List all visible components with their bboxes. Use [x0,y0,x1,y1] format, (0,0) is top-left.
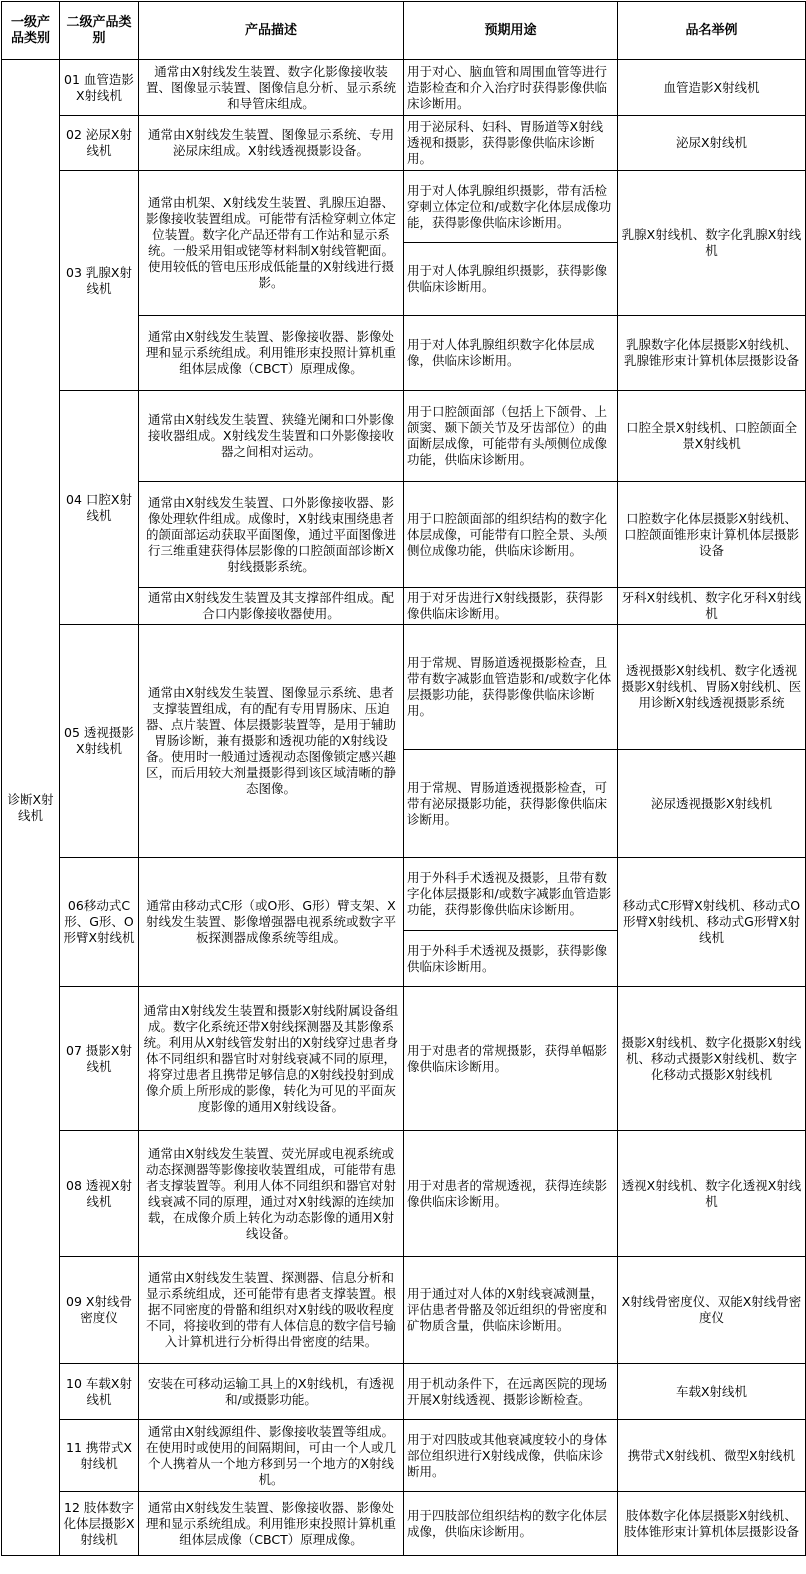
product-examples: 口腔全景X射线机、口腔颌面全景X射线机 [618,391,806,482]
header-level2: 二级产品类别 [60,2,139,60]
product-description: 通常由X射线发生装置、影像接收器、影像处理和显示系统组成。利用锥形束投照计算机重组体层成像（CBCT）原理成像。 [139,1492,404,1556]
table-row [2,116,806,171]
product-examples: 透视摄影X射线机、数字化透视摄影X射线机、胃肠X射线机、医用诊断X射线透视摄影系统 [618,625,806,750]
classification-table [1,1,806,1556]
intended-use: 用于口腔颌面部的组织结构的数字化体层成像，可能带有口腔全景、头颅侧位成像功能，供临床诊断用。 [404,482,618,588]
header-description: 产品描述 [139,2,404,60]
product-description: 通常由X射线发生装置、口外影像接收器、影像处理软件组成。成像时，X射线束围绕患者的颌面部运动获取平面图像，通过平面图像进行三维重建获得体层影像的口腔颌面部诊断X射线摄影系统。 [139,482,404,588]
product-description: 通常由X射线发生装置和摄影X射线附属设备组成。数字化系统还带X射线探测器及其影像系统。利用从X射线管发射出的X射线穿过患者身体不同组织和器官时对射线衰减不同的原理，将穿过患者且携带足够信息的X射线投射到成像介质上所形成的影像，转化为可见的平面灰度影像的通用X射线设备。 [139,987,404,1131]
intended-use: 用于外科手术透视及摄影，且带有数字化体层摄影和/或数字减影血管造影功能，获得影像供临床诊断用。 [404,858,618,931]
table-row [2,987,806,1131]
product-description: 安装在可移动运输工具上的X射线机，有透视和/或摄影功能。 [139,1364,404,1420]
intended-use: 用于对四肢或其他衰减度较小的身体部位组织进行X射线成像，供临床诊断用。 [404,1420,618,1492]
intended-use: 用于对患者的常规摄影，获得单幅影像供临床诊断用。 [404,987,618,1131]
intended-use: 用于通过对人体的X射线衰减测量，评估患者骨骼及邻近组织的骨密度和矿物质含量，供临床诊断用。 [404,1257,618,1364]
product-examples: 摄影X射线机、数字化摄影X射线机、移动式摄影X射线机、数字化移动式摄影X射线机 [618,987,806,1131]
intended-use: 用于常规、胃肠道透视摄影检查，且带有数字减影血管造影和/或数字化体层摄影功能，获得影像供临床诊断用。 [404,625,618,750]
level2-category: 01 血管造影X射线机 [60,60,139,116]
level2-category: 04 口腔X射线机 [60,391,139,625]
level2-category: 05 透视摄影X射线机 [60,625,139,858]
level2-category: 09 X射线骨密度仪 [60,1257,139,1364]
intended-use: 用于泌尿科、妇科、胃肠道等X射线透视和摄影，获得影像供临床诊断用。 [404,116,618,171]
intended-use: 用于对人体乳腺组织摄影，获得影像供临床诊断用。 [404,243,618,316]
header-intended-use: 预期用途 [404,2,618,60]
product-description: 通常由X射线发生装置、狭缝光阑和口外影像接收器组成。X射线发生装置和口外影像接收器之间相对运动。 [139,391,404,482]
intended-use: 用于常规、胃肠道透视摄影检查，可带有泌尿摄影功能，获得影像供临床诊断用。 [404,750,618,858]
level2-category: 06移动式C形、G形、O形臂X射线机 [60,858,139,987]
product-examples: 透视X射线机、数字化透视X射线机 [618,1131,806,1257]
table-row [2,60,806,116]
level1-category: 诊断X射线机 [2,60,60,1556]
header-level1: 一级产品类别 [2,2,60,60]
product-examples: 携带式X射线机、微型X射线机 [618,1420,806,1492]
header-examples: 品名举例 [618,2,806,60]
product-description: 通常由X射线发生装置、图像显示系统、患者支撑装置组成，有的配有专用胃肠床、压迫器、点片装置、体层摄影装置等，是用于辅助胃肠诊断，兼有摄影和透视功能的X射线设备。使用时一般通过透视动态图像锁定感兴趣区，而后用较大剂量摄影得到该区域清晰的静态图像。 [139,625,404,858]
intended-use: 用于对牙齿进行X射线摄影，获得影像供临床诊断用。 [404,588,618,625]
product-examples: 乳腺X射线机、数字化乳腺X射线机 [618,171,806,316]
product-examples: 牙科X射线机、数字化牙科X射线机 [618,588,806,625]
intended-use: 用于对人体乳腺组织数字化体层成像，供临床诊断用。 [404,316,618,391]
product-examples: 口腔数字化体层摄影X射线机、口腔颌面锥形束计算机体层摄影设备 [618,482,806,588]
intended-use: 用于口腔颌面部（包括上下颌骨、上颌窦、颞下颌关节及牙齿部位）的曲面断层成像，可能带有头颅侧位成像功能，供临床诊断用。 [404,391,618,482]
table-row [2,858,806,931]
table-row [2,625,806,750]
product-description: 通常由机架、X射线发生装置、乳腺压迫器、影像接收装置组成。可能带有活检穿刺立体定位装置。数字化产品还带有工作站和显示系统。一般采用钼或铑等材料制X射线管靶面。使用较低的管电压形成低能量的X射线进行摄影。 [139,171,404,316]
product-examples: X射线骨密度仪、双能X射线骨密度仪 [618,1257,806,1364]
table-row [2,1131,806,1257]
level2-category: 11 携带式X射线机 [60,1420,139,1492]
intended-use: 用于外科手术透视及摄影，获得影像供临床诊断用。 [404,931,618,987]
table-row [2,391,806,482]
level2-category: 12 肢体数字化体层摄影X射线机 [60,1492,139,1556]
product-description: 通常由X射线发生装置、荧光屏或电视系统或动态探测器等影像接收装置组成，可能带有患者支撑装置等。利用人体不同组织和器官对射线衰减不同的原理，通过对X射线源的连续加载，在成像介质上转化为动态影像的通用X射线设备。 [139,1131,404,1257]
table-row [2,1364,806,1420]
table-row [2,1257,806,1364]
product-examples: 泌尿X射线机 [618,116,806,171]
intended-use: 用于对人体乳腺组织摄影，带有活检穿刺立体定位和/或数字化体层成像功能，获得影像供临床诊断用。 [404,171,618,243]
level2-category: 07 摄影X射线机 [60,987,139,1131]
product-description: 通常由X射线源组件、影像接收装置等组成。在使用时或使用的间隔期间，可由一个人或几个人携着从一个地方移到另一个地方的X射线机。 [139,1420,404,1492]
product-examples: 泌尿透视摄影X射线机 [618,750,806,858]
product-description: 通常由X射线发生装置、数字化影像接收装置、图像显示装置、图像信息分析、显示系统和导管床组成。 [139,60,404,116]
intended-use: 用于对患者的常规透视，获得连续影像供临床诊断用。 [404,1131,618,1257]
level2-category: 10 车载X射线机 [60,1364,139,1420]
product-description: 通常由X射线发生装置、图像显示系统、专用泌尿床组成。X射线透视摄影设备。 [139,116,404,171]
table-row [2,1420,806,1492]
level2-category: 02 泌尿X射线机 [60,116,139,171]
intended-use: 用于对心、脑血管和周围血管等进行造影检查和介入治疗时获得影像供临床诊断用。 [404,60,618,116]
header-row [2,2,806,60]
product-description: 通常由X射线发生装置、探测器、信息分析和显示系统组成，还可能带有患者支撑装置。根据不同密度的骨骼和组织对X射线的吸收程度不同，将接收到的带有人体信息的数字信号输入计算机进行分析得出骨密度的结果。 [139,1257,404,1364]
product-examples: 车载X射线机 [618,1364,806,1420]
intended-use: 用于四肢部位组织结构的数字化体层成像，供临床诊断用。 [404,1492,618,1556]
product-description: 通常由移动式C形（或O形、G形）臂支架、X射线发生装置、影像增强器电视系统或数字平板探测器成像系统等组成。 [139,858,404,987]
product-examples: 乳腺数字化体层摄影X射线机、乳腺锥形束计算机体层摄影设备 [618,316,806,391]
product-examples: 肢体数字化体层摄影X射线机、肢体锥形束计算机体层摄影设备 [618,1492,806,1556]
level2-category: 03 乳腺X射线机 [60,171,139,391]
product-examples: 血管造影X射线机 [618,60,806,116]
level2-category: 08 透视X射线机 [60,1131,139,1257]
product-description: 通常由X射线发生装置及其支撑部件组成。配合口内影像接收器使用。 [139,588,404,625]
product-description: 通常由X射线发生装置、影像接收器、影像处理和显示系统组成。利用锥形束投照计算机重组体层成像（CBCT）原理成像。 [139,316,404,391]
table-row [2,171,806,243]
product-examples: 移动式C形臂X射线机、移动式O形臂X射线机、移动式G形臂X射线机 [618,858,806,987]
intended-use: 用于机动条件下，在远离医院的现场开展X射线透视、摄影诊断检查。 [404,1364,618,1420]
table-row [2,1492,806,1556]
